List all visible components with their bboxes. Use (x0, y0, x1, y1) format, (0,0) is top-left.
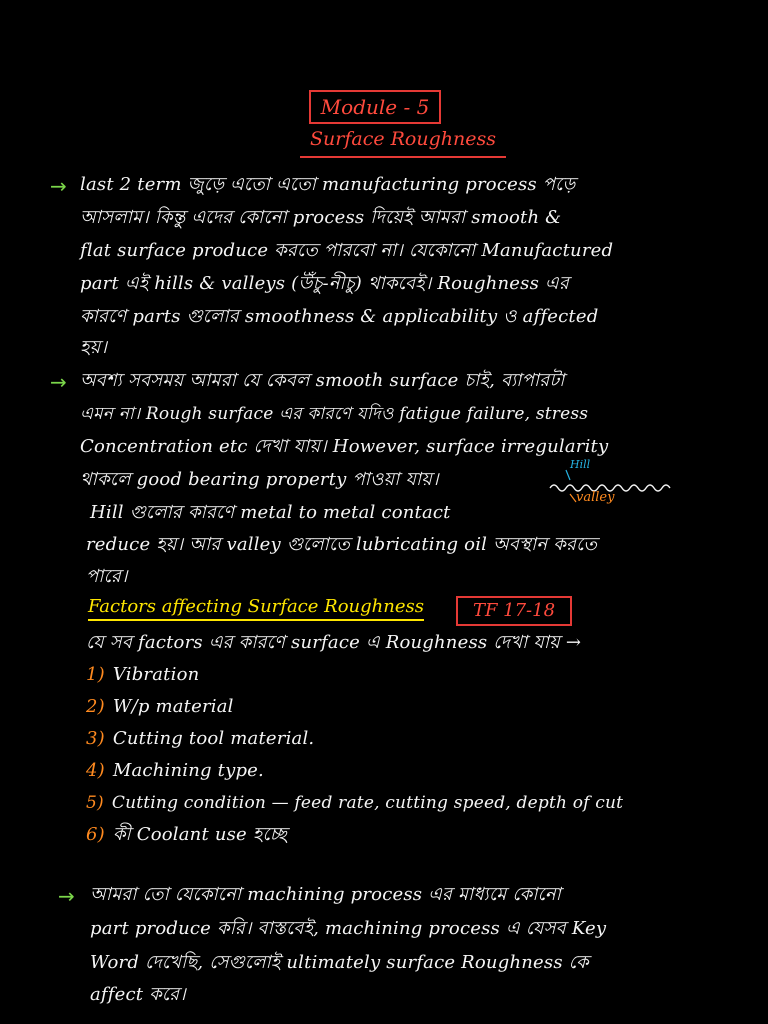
para3-line: part produce করি। বাস্তবেই, machining process এ যেসব Key (90, 918, 607, 939)
module-title: Module - 5 (309, 90, 441, 124)
para1-line: part এই hills & valleys (উঁচু-নীচু) থাকবেই। Roughness এর (80, 273, 569, 294)
factors-heading: Factors affecting Surface Roughness (88, 596, 424, 621)
para2-line: reduce হয়। আর valley গুলোতে lubricating oil অবস্থান করতে (86, 534, 598, 555)
para2-line: পারে। (86, 566, 128, 587)
hill-valley-sketch (548, 458, 688, 510)
factor-text: Vibration (112, 664, 200, 685)
para1-line: last 2 term জুড়ে এতো এতো manufacturing process পড়ে (80, 174, 576, 195)
para2-line: থাকলে good bearing property পাওয়া যায়। (80, 469, 439, 490)
arrow-icon: → (50, 370, 67, 394)
para2-line: এমন না। Rough surface এর কারণে যদিও fatigue failure, stress (80, 404, 589, 424)
para2-line: Concentration etc দেখা যায়। However, surface irregularity (80, 436, 609, 457)
factor-text: কী Coolant use হচ্ছে (112, 824, 287, 845)
factor-text: Machining type. (112, 760, 264, 781)
hill-label: Hill (570, 458, 591, 471)
para1-line: কারণে parts গুলোর smoothness & applicability ও affected (80, 306, 599, 327)
factor-text: Cutting condition — feed rate, cutting speed, depth of cut (111, 793, 624, 813)
para3-line: Word দেখেছি, সেগুলোই ultimately surface Roughness কে (90, 952, 589, 973)
para1-line: আসলাম। কিন্তু এদের কোনো process দিয়েই আমরা smooth & (80, 207, 562, 228)
para3-line: affect করে। (90, 984, 186, 1005)
para2-line: অবশ্য সবসময় আমরা যে কেবল smooth surface চাই, ব্যাপারটা (80, 370, 565, 391)
arrow-icon: → (58, 884, 75, 908)
factor-number: 3) (86, 728, 105, 749)
reference-badge: TF 17-18 (456, 596, 572, 626)
factor-item (86, 820, 287, 850)
factor-text: W/p material (112, 696, 234, 717)
factor-item (86, 788, 623, 818)
roughness-profile-icon (548, 458, 688, 510)
para1-line: হয়। (80, 337, 108, 358)
factor-number: 5) (86, 793, 104, 813)
factor-text: Cutting tool material. (112, 728, 315, 749)
factor-item (86, 692, 234, 722)
para1-line: flat surface produce করতে পারবো না। যেকোনো Manufactured (80, 240, 614, 261)
arrow-icon: → (50, 174, 67, 198)
factors-intro: যে সব factors এর কারণে surface এ Roughness দেখা যায় → (86, 632, 582, 653)
valley-label: valley (576, 490, 615, 505)
factor-item (86, 724, 314, 754)
topic-title: Surface Roughness (300, 128, 506, 158)
factor-number: 1) (86, 664, 105, 685)
factor-number: 2) (86, 696, 105, 717)
factor-item (86, 660, 199, 690)
factor-number: 6) (86, 824, 105, 845)
factor-item (86, 756, 264, 786)
factor-number: 4) (86, 760, 105, 781)
para3-line: আমরা তো যেকোনো machining process এর মাধ্যমে কোনো (90, 884, 562, 905)
para2-line: Hill গুলোর কারণে metal to metal contact (90, 502, 451, 523)
